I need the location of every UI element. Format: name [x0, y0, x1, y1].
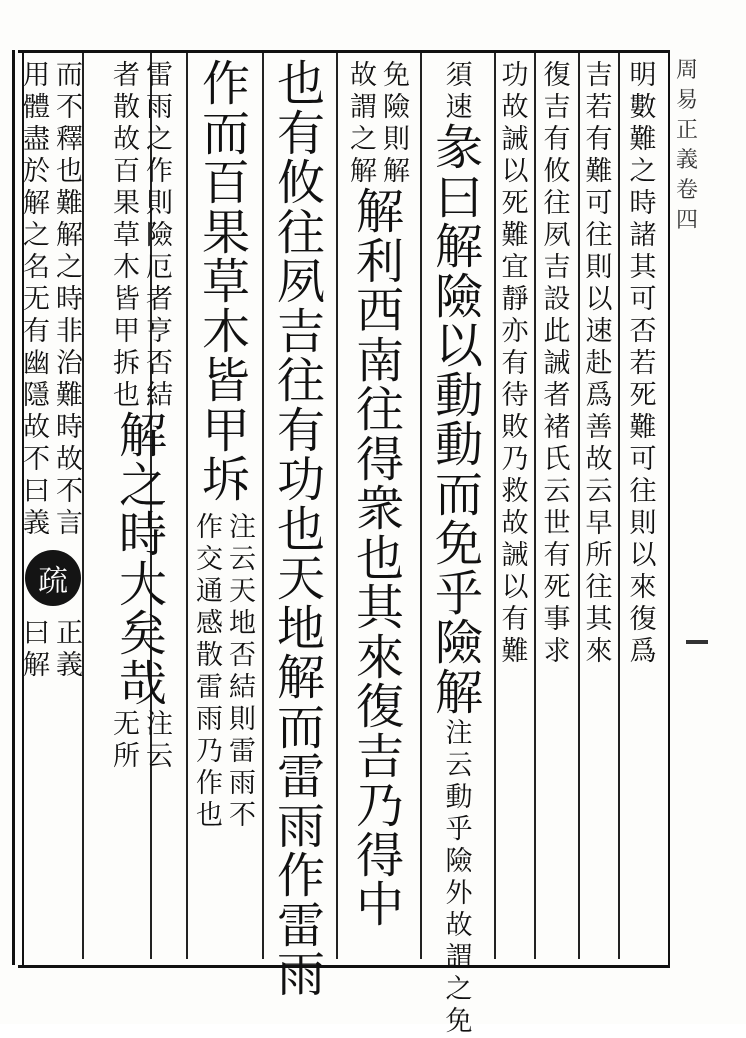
- text-column-10: [24, 60, 82, 955]
- classic-text: 也有攸往夙吉往有功也天地解而雷雨作雷雨: [277, 56, 326, 1003]
- commentary-text: 注云天地否結則雷雨不: [229, 511, 256, 831]
- shu-seal-icon: 疏: [25, 550, 81, 606]
- commentary-text: 注云動乎險外故謂之免: [445, 718, 473, 1037]
- commentary-pair: [23, 60, 83, 540]
- column-rule: [262, 53, 264, 959]
- commentary-text: 明數難之時諸其可否若死難可往則以來復爲: [629, 60, 657, 667]
- commentary-text: 无所: [113, 709, 140, 772]
- column-rule: [336, 53, 338, 959]
- text-column-1: [620, 60, 666, 955]
- classic-text: 解利西南往得衆也其來復吉乃得中: [356, 184, 405, 933]
- commentary-text: 須速: [445, 60, 473, 123]
- text-column-5: [424, 60, 494, 1037]
- classic-text: 解之時大矣哉: [119, 408, 168, 712]
- commentary-text: 吉若有難可往則以速赴爲善故云早所往其來: [585, 60, 613, 667]
- text-column-4: [496, 60, 534, 955]
- commentary-text: 者散故百果草木皆甲拆也: [113, 60, 140, 411]
- commentary-text: 用體盡於解之名无有幽隱故不曰義: [23, 60, 50, 539]
- text-column-9: [100, 60, 186, 955]
- commentary-text: 曰解: [23, 618, 50, 681]
- commentary-text: 免險則解: [383, 60, 410, 187]
- commentary-text: 注云: [146, 709, 173, 772]
- right-border: [668, 50, 670, 965]
- classic-text: 作而百果草木皆甲坼: [202, 56, 251, 508]
- text-column-6: [340, 60, 420, 955]
- commentary-text: 雷雨之作則險厄者亨否結: [146, 60, 173, 411]
- classic-text: 彖曰解險以動動而免乎險解: [435, 120, 484, 721]
- commentary-text: 作交通感散雷雨乃作也: [196, 511, 223, 831]
- column-rule: [420, 53, 422, 959]
- text-column-8: [190, 56, 262, 955]
- commentary-text: 功故誡以死難宜靜亦有待敗乃救故誡以有難: [501, 60, 529, 667]
- commentary-pair: [23, 618, 83, 682]
- text-column-2: [580, 60, 618, 955]
- commentary-pair: [113, 709, 173, 773]
- commentary-text: 而不釋也難解之時非治難時故不言: [56, 60, 83, 539]
- commentary-text: 故謂之解: [350, 60, 377, 187]
- edge-mark: [686, 640, 708, 644]
- commentary-pair: [113, 60, 173, 412]
- column-rule: [186, 53, 188, 959]
- commentary-text: 復吉有攸往夙吉設此誡者褚氏云世有死事求: [543, 60, 571, 667]
- commentary-pair: [350, 60, 410, 188]
- commentary-pair: [196, 512, 256, 832]
- text-column-3: [537, 60, 577, 955]
- text-column-7: [266, 56, 336, 1003]
- right-margin: [676, 56, 736, 956]
- column-rule: [534, 53, 536, 959]
- margin-title: 周易正義卷四: [676, 58, 699, 233]
- commentary-text: 正義: [56, 618, 83, 681]
